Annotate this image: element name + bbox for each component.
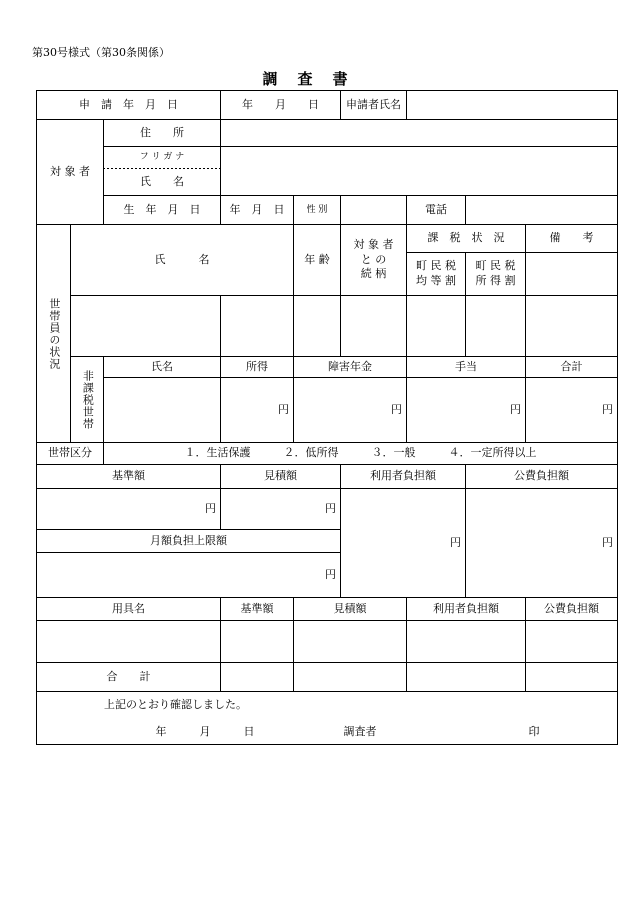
equipment-base-field[interactable] <box>221 621 293 662</box>
household-category-options[interactable]: １．生活保護 ２．低所得 ３．一般 ４．一定所得以上 <box>184 446 537 460</box>
household-member-name-field-2[interactable] <box>221 296 293 356</box>
remarks-field[interactable] <box>526 296 617 356</box>
seal-mark: 印 <box>528 724 540 738</box>
income-label: 所得 <box>246 359 268 373</box>
base-amount-label: 基準額 <box>112 469 145 483</box>
applicant-name-label: 申請者氏名 <box>346 97 401 111</box>
equipment-total-base-field[interactable] <box>221 663 293 691</box>
equipment-public-burden-label: 公費負担額 <box>544 601 599 615</box>
equipment-total-estimate-field[interactable] <box>294 663 406 691</box>
sex-field[interactable] <box>341 196 406 224</box>
application-date-field[interactable]: 年 月 日 <box>242 97 319 111</box>
allowance-label: 手当 <box>455 359 477 373</box>
equipment-public-burden-field[interactable] <box>526 621 617 662</box>
household-member-name-field[interactable] <box>71 296 220 356</box>
relation-label: 対 象 者 と の 続 柄 <box>353 237 394 281</box>
non-taxed-total-label: 合計 <box>560 359 583 373</box>
age-label: 年 齢 <box>304 252 330 266</box>
allowance-field[interactable]: 円 <box>510 402 521 416</box>
monthly-limit-label: 月額負担上限額 <box>150 533 227 547</box>
monthly-limit-field[interactable]: 円 <box>325 567 336 581</box>
base-amount-field[interactable]: 円 <box>205 501 216 515</box>
estimate-label: 見積額 <box>264 469 297 483</box>
applicant-name-field[interactable] <box>407 91 617 119</box>
household-age-field[interactable] <box>294 296 340 356</box>
non-taxed-name-field[interactable] <box>104 378 220 442</box>
address-label: 住 所 <box>140 125 184 139</box>
public-burden-label: 公費負担額 <box>514 469 569 483</box>
address-field[interactable] <box>221 120 617 146</box>
equipment-name-field[interactable] <box>37 621 220 662</box>
confirmation-text: 上記のとおり確認しました。 <box>104 697 247 711</box>
non-taxed-name-label: 氏名 <box>151 359 173 373</box>
equipment-name-label: 用具名 <box>112 601 145 615</box>
disability-pension-field[interactable]: 円 <box>391 402 402 416</box>
income-tax-field[interactable] <box>466 296 525 356</box>
non-taxed-total-field[interactable]: 円 <box>602 402 613 416</box>
equipment-estimate-label: 見積額 <box>333 601 367 615</box>
municipal-tax-label: 町 民 税 均 等 割 <box>416 259 456 287</box>
equipment-base-label: 基準額 <box>240 601 274 615</box>
subject-label: 対 象 者 <box>50 164 90 178</box>
public-burden-field[interactable]: 円 <box>602 535 613 549</box>
user-burden-label: 利用者負担額 <box>370 469 436 483</box>
document-title: 調査書 <box>262 70 368 88</box>
household-relation-field[interactable] <box>341 296 406 356</box>
equipment-user-burden-label: 利用者負担額 <box>433 601 499 615</box>
form-number: 第30号様式（第30条関係） <box>32 46 170 59</box>
household-label: 世帯員の状況 <box>47 297 61 370</box>
application-date-label: 申 請 年 月 日 <box>79 97 178 111</box>
phone-field[interactable] <box>466 196 617 224</box>
remarks-label: 備 考 <box>549 231 594 245</box>
investigator-name-field[interactable] <box>385 724 525 740</box>
user-burden-field[interactable]: 円 <box>450 535 461 549</box>
birth-date-field[interactable]: 年 月 日 <box>229 202 285 216</box>
equipment-estimate-field[interactable] <box>294 621 406 662</box>
subject-name-label: 氏 名 <box>140 174 184 188</box>
non-taxed-label: 非課税世帯 <box>81 369 95 430</box>
tax-status-label: 課 税 状 況 <box>427 231 505 245</box>
birth-date-label: 生 年 月 日 <box>123 202 201 216</box>
sex-label: 性 別 <box>306 204 328 215</box>
investigator-label: 調査者 <box>343 724 377 738</box>
disability-pension-label: 障害年金 <box>328 359 372 373</box>
estimate-field[interactable]: 円 <box>325 501 336 515</box>
furigana-label: フ リ ガ ナ <box>139 152 185 163</box>
equipment-total-user-burden-field[interactable] <box>407 663 525 691</box>
equipment-total-public-burden-field[interactable] <box>526 663 617 691</box>
phone-label: 電話 <box>425 202 447 216</box>
household-name-label: 氏 名 <box>154 252 210 266</box>
confirmation-date-field[interactable]: 年 月 日 <box>155 724 255 738</box>
household-category-label: 世帯区分 <box>48 446 92 460</box>
subject-name-field[interactable] <box>221 147 617 195</box>
municipal-tax-field[interactable] <box>407 296 465 356</box>
equipment-user-burden-field[interactable] <box>407 621 525 662</box>
income-field[interactable]: 円 <box>278 402 289 416</box>
income-tax-label: 町 民 税 所 得 割 <box>475 259 516 287</box>
equipment-total-label: 合 計 <box>106 669 151 683</box>
